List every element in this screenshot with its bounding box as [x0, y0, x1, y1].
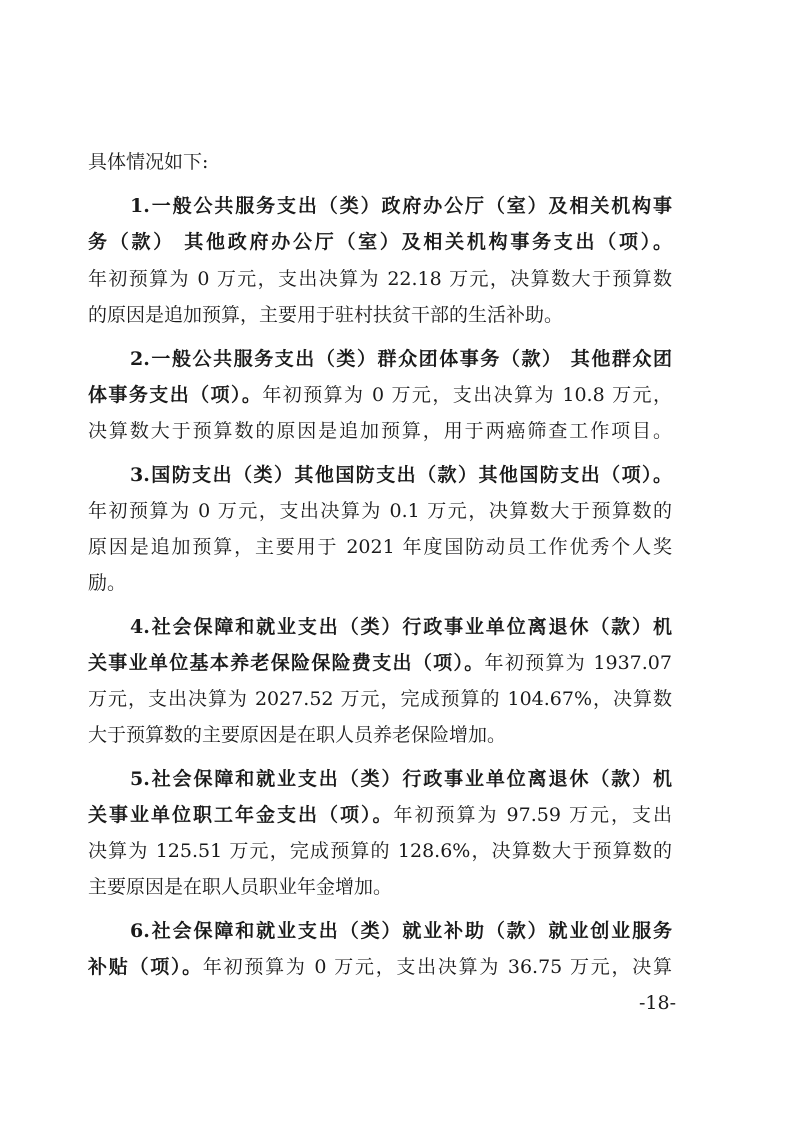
text-line: 1.一般公共服务支出（类）政府办公厅（室）及相关机构事: [130, 195, 672, 217]
text-line: 2.一般公共服务支出（类）群众团体事务（款） 其他群众团: [130, 348, 672, 370]
text-line: 3.国防支出（类）其他国防支出（款）其他国防支出（项）。: [130, 464, 672, 486]
text-line: 5.社会保障和就业支出（类）行政事业单位离退休（款）机: [130, 768, 672, 790]
text-line: 补贴（项）。年初预算为 0 万元，支出决算为 36.75 万元，决算: [88, 956, 672, 978]
text-line: 年初预算为 0 万元，支出决算为 0.1 万元，决算数大于预算数的: [88, 500, 672, 522]
text-line: 大于预算数的主要原因是在职人员养老保险增加。: [88, 724, 507, 746]
text-line: 万元，支出决算为 2027.52 万元，完成预算的 104.67%，决算数: [88, 688, 672, 710]
text-line: 具体情况如下:: [88, 151, 209, 173]
text-line: 的原因是追加预算，主要用于驻村扶贫干部的生活补助。: [88, 304, 564, 326]
text-line: 关事业单位基本养老保险保险费支出（项）。年初预算为 1937.07: [88, 652, 672, 674]
text-line: 决算数大于预算数的原因是追加预算，用于两癌筛查工作项目。: [88, 420, 672, 442]
text-line: 体事务支出（项）。年初预算为 0 万元，支出决算为 10.8 万元，: [88, 384, 672, 406]
text-line: 务（款） 其他政府办公厅（室）及相关机构事务支出（项）。: [88, 231, 672, 253]
text-line: 4.社会保障和就业支出（类）行政事业单位离退休（款）机: [130, 616, 672, 638]
text-line: 决算为 125.51 万元，完成预算的 128.6%，决算数大于预算数的: [88, 840, 672, 862]
text-line: 关事业单位职工年金支出（项）。年初预算为 97.59 万元，支出: [88, 804, 672, 826]
text-line: 6.社会保障和就业支出（类）就业补助（款）就业创业服务: [130, 920, 672, 942]
text-line: 原因是追加预算，主要用于 2021 年度国防动员工作优秀个人奖: [88, 536, 672, 558]
text-line: 主要原因是在职人员职业年金增加。: [88, 876, 393, 898]
text-line: 励。: [88, 572, 127, 594]
page-number: -18-: [638, 992, 676, 1014]
text-line: 年初预算为 0 万元，支出决算为 22.18 万元，决算数大于预算数: [88, 268, 672, 290]
